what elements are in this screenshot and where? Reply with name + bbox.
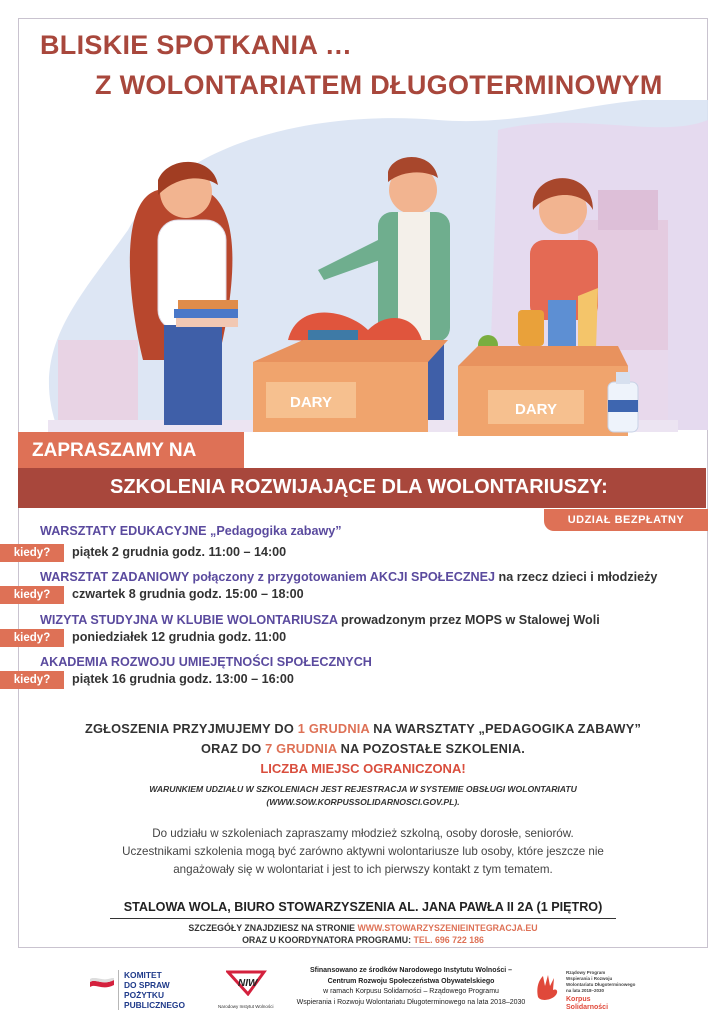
event-time: piątek 2 grudnia godz. 11:00 – 14:00 (72, 545, 287, 559)
registration-line2: ORAZ DO 7 GRUDNIA NA POZOSTAŁE SZKOLENIA. (200, 741, 526, 756)
kpp-flag-icon (90, 978, 114, 992)
trainings-heading: SZKOLENIA ROZWIJAJĄCE DLA WOLONTARIUSZY: (110, 476, 608, 498)
address-underline (110, 918, 616, 919)
description-line: angażowały się w wolontariat i jest to ich pierwszy kontakt z tym tematem. (173, 863, 553, 876)
kpp-logo: KOMITET DO SPRAW POŻYTKU PUBLICZNEGO (124, 970, 185, 1010)
korpus-solidarnosci-hands-icon (533, 972, 563, 1002)
free-participation-badge: UDZIAŁ BEZPŁATNY (544, 509, 708, 531)
registration-line1: ZGŁOSZENIA PRZYJMUJEMY DO 1 GRUDNIA NA WARSZTATY „PEDAGOGIKA ZABAWY” (84, 721, 642, 736)
kpp-logo-divider (118, 970, 119, 1010)
niw-caption: Narodowy Instytut Wolności (218, 1004, 274, 1009)
website-link[interactable]: WWW.STOWARZYSZENIEINTEGRACJA.EU (357, 923, 538, 933)
contact-line: ORAZ U KOORDYNATORA PROGRAMU: TEL. 696 722 186 (242, 935, 484, 945)
registration-system-url: (WWW.SOW.KORPUSSOLIDARNOSCI.GOV.PL). (266, 797, 460, 807)
korpus-solidarnosci-brand: Korpus Solidarności (566, 996, 609, 1011)
box-label-right: DARY (515, 401, 557, 418)
phone-number[interactable]: TEL. 696 722 186 (413, 935, 484, 945)
invite-text: ZAPRASZAMY NA (32, 440, 197, 461)
korpus-solidarnosci-program-text: Rządowy Program Wspierania i Rozwoju Wolontariatu Długoterminowego na lata 2018–2030 (566, 970, 636, 993)
background-box (58, 340, 138, 420)
details-line: SZCZEGÓŁY ZNAJDZIESZ NA STRONIE WWW.STOWARZYSZENIEINTEGRACJA.EU (188, 923, 538, 933)
when-label: kiedy? (0, 671, 64, 689)
sponsor-footer (0, 960, 726, 1024)
when-label: kiedy? (0, 629, 64, 647)
event-title: WARSZTAT ZADANIOWY połączony z przygotowaniem AKCJI SPOŁECZNEJ na rzecz dzieci i młodzieży (40, 570, 658, 584)
volunteers-illustration (18, 100, 708, 460)
niw-logo: NIW (226, 968, 268, 1002)
registration-condition: WARUNKIEM UDZIAŁU W SZKOLENIACH JEST REJESTRACJA W SYSTEMIE OBSŁUGI WOLONTARIATU (149, 784, 577, 794)
event-title: WARSZTATY EDUKACYJNE „Pedagogika zabawy” (40, 524, 342, 538)
box-label-left: DARY (290, 394, 332, 411)
poster-title-line2: Z WOLONTARIATEM DŁUGOTERMINOWYM (95, 70, 663, 100)
event-title: AKADEMIA ROZWOJU UMIEJĘTNOŚCI SPOŁECZNYCH (40, 655, 372, 669)
invite-banner (18, 432, 244, 472)
description-line: Uczestnikami szkolenia mogą być zarówno aktywni wolontariusze lub osoby, które jeszcze nie (122, 845, 604, 858)
trainings-banner (18, 468, 706, 508)
poster-title-line1: BLISKIE SPOTKANIA … (40, 30, 353, 60)
event-time: piątek 16 grudnia godz. 13:00 – 16:00 (72, 672, 294, 686)
donation-box-left (253, 340, 448, 432)
background-box (598, 190, 658, 230)
donation-box-right (458, 346, 628, 436)
description-line: Do udziału w szkoleniach zapraszamy młodzież szkolną, osoby dorosłe, seniorów. (152, 827, 574, 840)
funding-note: Sfinansowano ze środków Narodowego Instytutu Wolności – Centrum Rozwoju Społeczeństwa Obywatelskiego w ramach Korpusu Solidarności – Rządowego Programu Wspierania i Rozwoju Wolontariatu Długoterminowego na lata 2018–2030 (296, 967, 526, 1006)
when-label: kiedy? (0, 544, 64, 562)
limited-places-notice: LICZBA MIEJSC OGRANICZONA! (260, 761, 466, 776)
event-address: STALOWA WOLA, BIURO STOWARZYSZENIA AL. JANA PAWŁA II 2A (1 PIĘTRO) (123, 900, 603, 914)
event-title: WIZYTA STUDYJNA W KLUBIE WOLONTARIUSZA prowadzonym przez MOPS w Stalowej Woli (40, 613, 600, 627)
event-time: czwartek 8 grudnia godz. 15:00 – 18:00 (72, 587, 304, 601)
when-label: kiedy? (0, 586, 64, 604)
event-time: poniedziałek 12 grudnia godz. 11:00 (72, 630, 287, 644)
